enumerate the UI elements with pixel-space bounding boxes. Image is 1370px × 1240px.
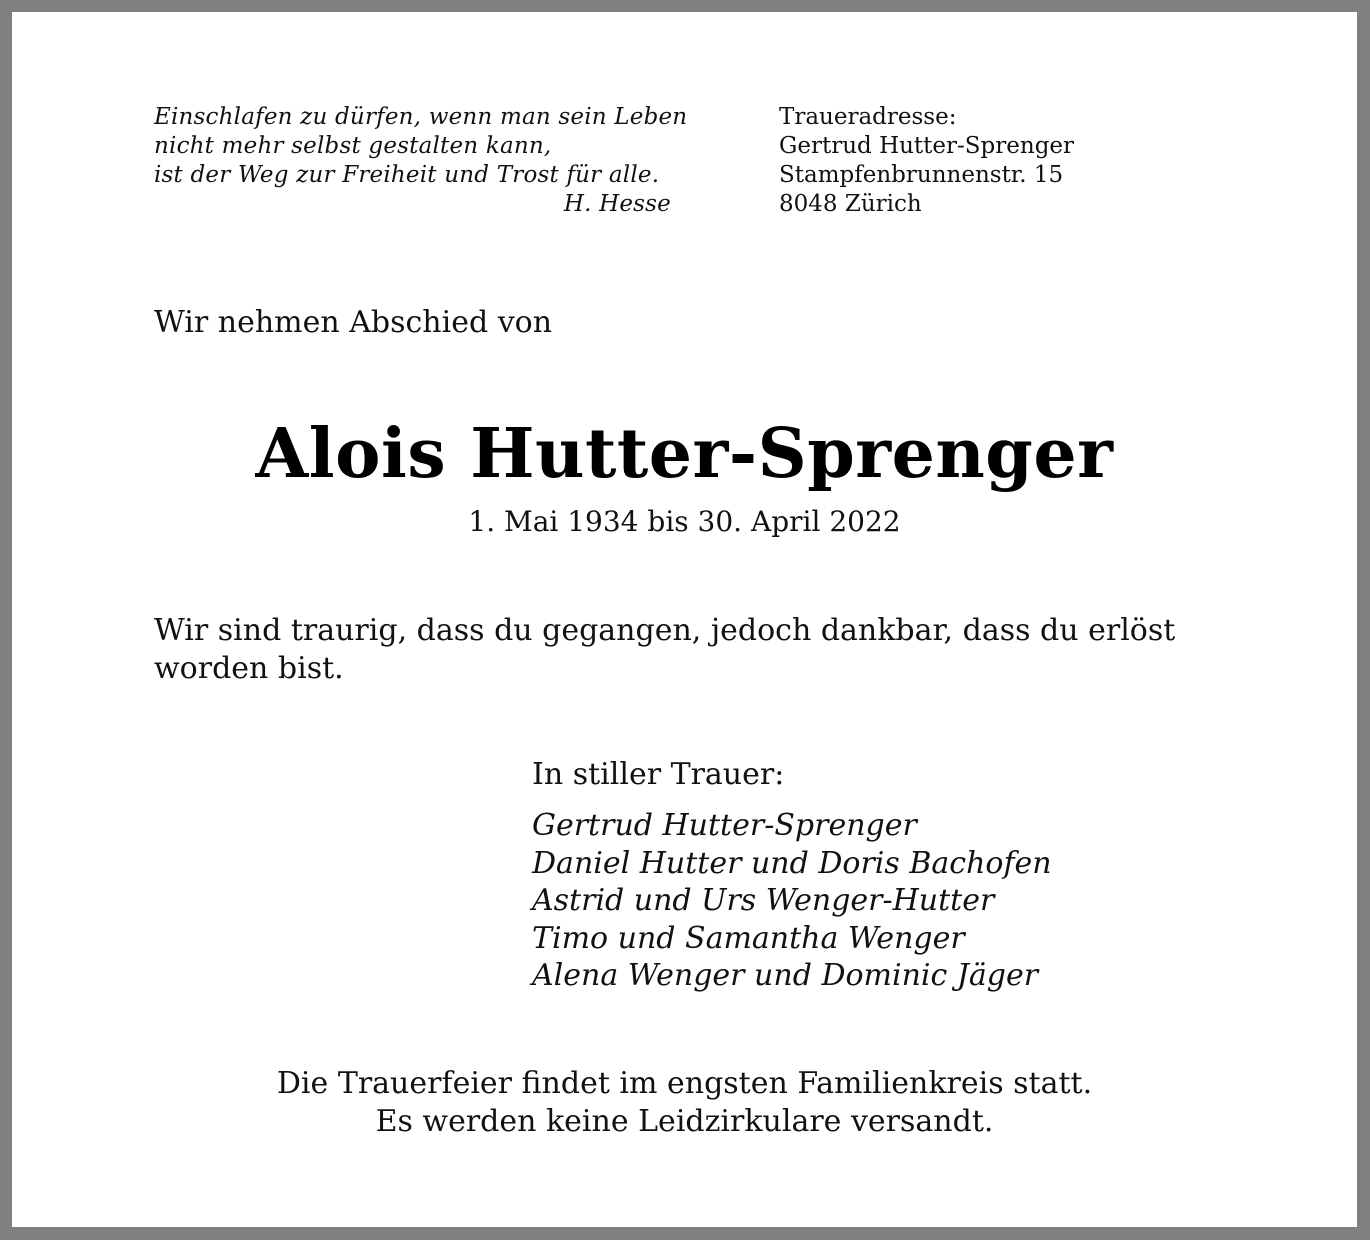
mourner-name: Timo und Samantha Wenger	[532, 920, 965, 956]
mourner-name: Gertrud Hutter-Sprenger	[532, 808, 917, 843]
mourners-heading: In stiller Trauer:	[532, 757, 785, 792]
mourner-name: Daniel Hutter und Doris Bachofen	[532, 845, 1052, 881]
quote-line: Einschlafen zu dürfen, wenn man sein Leben	[154, 104, 688, 130]
mourner-name: Alena Wenger und Dominic Jäger	[532, 958, 1039, 993]
address-label: Traueradresse:	[779, 104, 957, 130]
funeral-notice	[12, 1065, 1357, 1141]
quote-author: H. Hesse	[563, 191, 671, 217]
mourning-address	[779, 103, 1074, 219]
obituary-notice	[12, 12, 1357, 1227]
farewell-message: Wir sind traurig, dass du gegangen, jedoch dankbar, dass du erlöst worden bist.	[154, 613, 1176, 686]
quote-line: nicht mehr selbst gestalten kann,	[154, 133, 552, 159]
address-city: 8048 Zürich	[779, 191, 922, 217]
mourner-name: Astrid und Urs Wenger-Hutter	[532, 883, 995, 918]
address-name: Gertrud Hutter-Sprenger	[779, 133, 1075, 159]
life-dates: 1. Mai 1934 bis 30. April 2022	[468, 505, 901, 538]
address-street: Stampfenbrunnenstr. 15	[779, 162, 1064, 188]
funeral-notice-line: Es werden keine Leidzirkulare versandt.	[375, 1104, 994, 1139]
mourners-list	[532, 757, 1052, 995]
hesse-quote	[154, 103, 687, 219]
funeral-notice-line: Die Trauerfeier findet im engsten Familienkreis statt.	[276, 1066, 1093, 1101]
deceased-name: Alois Hutter-Sprenger	[255, 414, 1114, 494]
quote-line: ist der Weg zur Freiheit und Trost für alle.	[154, 162, 660, 188]
farewell-intro: Wir nehmen Abschied von	[154, 305, 553, 340]
